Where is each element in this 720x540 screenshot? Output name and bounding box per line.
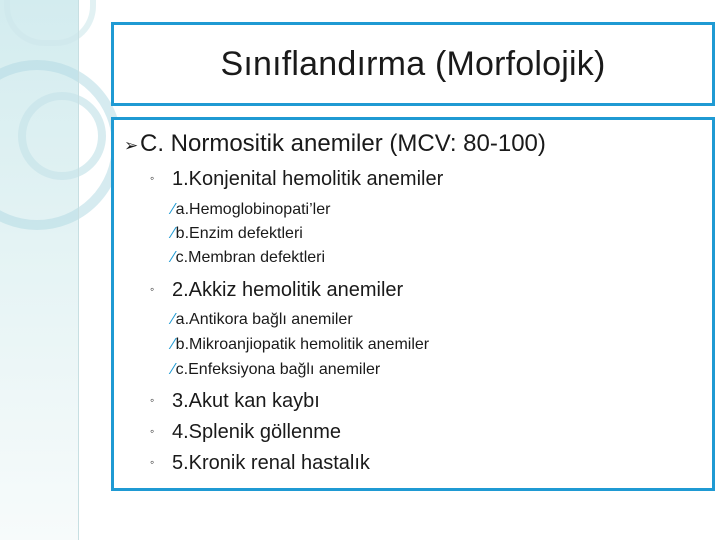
decorative-divider	[78, 0, 79, 540]
bullet-item-level3	[172, 361, 380, 379]
bullet-text: 5.Kronik renal hastalık	[172, 452, 370, 474]
bullet-text: a.Antikora bağlı anemiler	[175, 311, 353, 328]
decorative-ring	[4, 0, 96, 46]
bullet-item-level2	[150, 168, 443, 191]
bullet-text: b.Mikroanjiopatik hemolitik anemiler	[175, 336, 430, 353]
decorative-left-band	[0, 0, 78, 540]
bullet-item-level3	[172, 311, 353, 329]
bullet-item-level2	[150, 421, 341, 444]
bullet-text: 4.Splenik göllenme	[172, 421, 341, 443]
bullet-item-level3	[172, 201, 330, 219]
leaf-bullet-icon: ∕	[172, 249, 175, 266]
leaf-bullet-icon: ∕	[172, 361, 175, 378]
bullet-text: C. Normositik anemiler (MCV: 80-100)	[140, 130, 546, 157]
decorative-ring	[18, 92, 106, 180]
bullet-item-level2	[150, 390, 320, 413]
leaf-bullet-icon: ∕	[172, 311, 175, 328]
bullet-text: 3.Akut kan kaybı	[172, 390, 320, 412]
title-box	[111, 22, 715, 106]
arrow-icon: ➢	[124, 136, 139, 155]
bullet-item-level3	[172, 225, 303, 243]
bullet-text: b.Enzim defektleri	[175, 225, 303, 242]
bullet-item-level3	[172, 336, 429, 354]
ring-bullet-icon: ◦	[150, 455, 155, 469]
bullet-item-level2	[150, 279, 403, 302]
bullet-text: c.Enfeksiyona bağlı anemiler	[175, 361, 381, 378]
ring-bullet-icon: ◦	[150, 282, 155, 296]
bullet-text: 2.Akkiz hemolitik anemiler	[172, 279, 404, 301]
bullet-item-level2	[150, 452, 370, 475]
leaf-bullet-icon: ∕	[172, 336, 175, 353]
content-box	[111, 117, 715, 491]
bullet-text: a.Hemoglobinopati’ler	[175, 201, 331, 218]
bullet-item-level3	[172, 249, 325, 267]
ring-bullet-icon: ◦	[150, 171, 155, 185]
slide-title: Sınıflandırma (Morfolojik)	[220, 44, 606, 83]
bullet-text: c.Membran defektleri	[175, 249, 326, 266]
bullet-text: 1.Konjenital hemolitik anemiler	[172, 168, 444, 190]
leaf-bullet-icon: ∕	[172, 225, 175, 242]
ring-bullet-icon: ◦	[150, 393, 155, 407]
leaf-bullet-icon: ∕	[172, 201, 175, 218]
bullet-item-level1	[124, 130, 546, 158]
ring-bullet-icon: ◦	[150, 424, 155, 438]
